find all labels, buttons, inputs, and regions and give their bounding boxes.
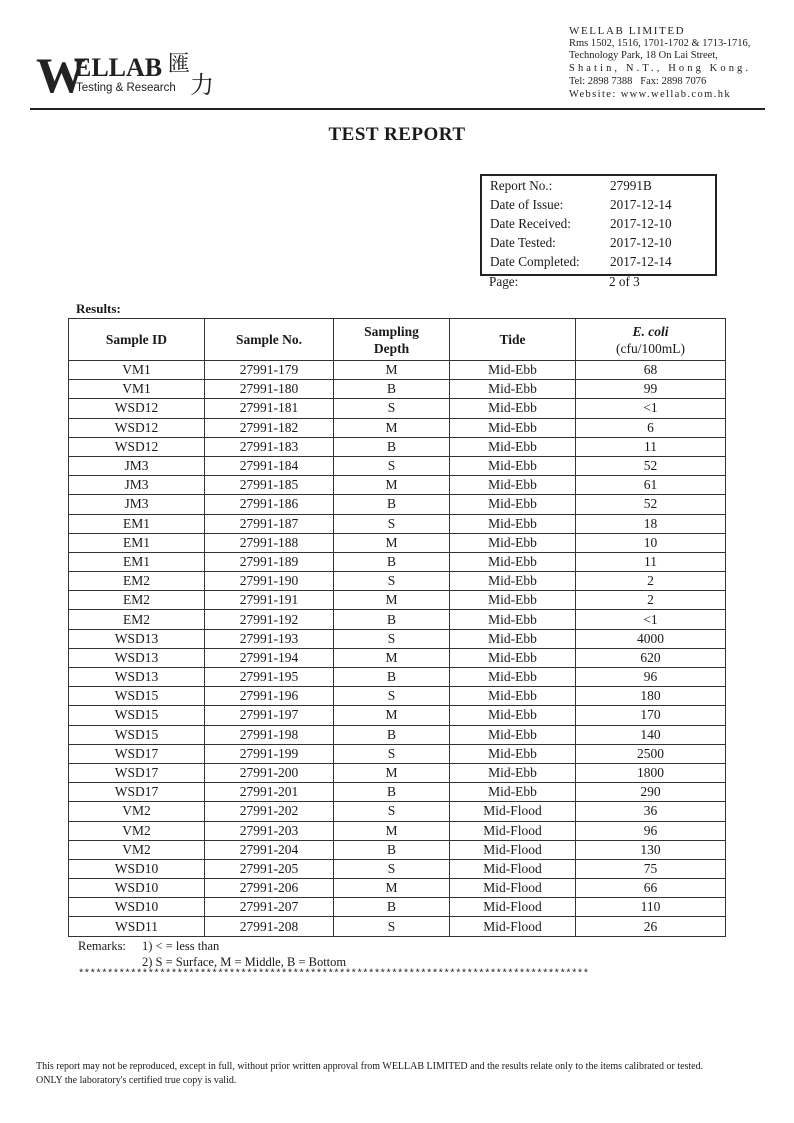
cell-sampling-depth: S bbox=[334, 744, 450, 763]
table-row bbox=[69, 495, 726, 514]
cell-sample-no: 27991-188 bbox=[205, 533, 334, 552]
cell-sample-no: 27991-181 bbox=[205, 399, 334, 418]
cell-sampling-depth: S bbox=[334, 687, 450, 706]
header-ecoli bbox=[576, 319, 726, 361]
cell-tide: Mid-Flood bbox=[450, 802, 576, 821]
cell-sample-no: 27991-201 bbox=[205, 783, 334, 802]
cell-tide: Mid-Ebb bbox=[450, 668, 576, 687]
cell-sample-id: WSD12 bbox=[69, 399, 205, 418]
cell-sampling-depth: M bbox=[334, 476, 450, 495]
cell-tide: Mid-Flood bbox=[450, 898, 576, 917]
cell-sample-no: 27991-207 bbox=[205, 898, 334, 917]
cell-tide: Mid-Ebb bbox=[450, 783, 576, 802]
logo-brand: ELLAB bbox=[74, 53, 163, 82]
report-info-box bbox=[480, 174, 717, 276]
company-name: WELLAB LIMITED bbox=[569, 25, 686, 37]
cell-sample-id: VM2 bbox=[69, 840, 205, 859]
table-row bbox=[69, 763, 726, 782]
cell-ecoli: 620 bbox=[576, 648, 726, 667]
cell-ecoli: 180 bbox=[576, 687, 726, 706]
table-row bbox=[69, 687, 726, 706]
cell-sampling-depth: M bbox=[334, 533, 450, 552]
cell-tide: Mid-Flood bbox=[450, 917, 576, 936]
cell-sampling-depth: B bbox=[334, 840, 450, 859]
cell-ecoli: 96 bbox=[576, 668, 726, 687]
cell-sample-no: 27991-206 bbox=[205, 879, 334, 898]
cell-ecoli: 52 bbox=[576, 456, 726, 475]
cell-sample-no: 27991-195 bbox=[205, 668, 334, 687]
cell-sampling-depth: M bbox=[334, 648, 450, 667]
cell-sample-no: 27991-191 bbox=[205, 591, 334, 610]
cell-sampling-depth: M bbox=[334, 418, 450, 437]
cell-ecoli: 52 bbox=[576, 495, 726, 514]
company-website: Website: www.wellab.com.hk bbox=[569, 88, 732, 100]
cell-tide: Mid-Ebb bbox=[450, 706, 576, 725]
cell-sample-id: EM2 bbox=[69, 572, 205, 591]
info-value: 2017-12-10 bbox=[610, 216, 672, 231]
info-label: Date Tested: bbox=[490, 235, 556, 250]
cell-sampling-depth: M bbox=[334, 706, 450, 725]
table-row bbox=[69, 399, 726, 418]
info-label: Date of Issue: bbox=[490, 197, 564, 212]
cell-sample-id: WSD17 bbox=[69, 763, 205, 782]
cell-tide: Mid-Ebb bbox=[450, 399, 576, 418]
end-of-results-marker: **************************************************************************************** bbox=[78, 968, 589, 980]
cell-sample-id: WSD10 bbox=[69, 859, 205, 878]
cell-sample-id: WSD13 bbox=[69, 668, 205, 687]
table-row bbox=[69, 629, 726, 648]
cell-sample-id: EM2 bbox=[69, 591, 205, 610]
page-title: TEST REPORT bbox=[328, 124, 466, 145]
cell-tide: Mid-Ebb bbox=[450, 552, 576, 571]
cell-ecoli: 2 bbox=[576, 591, 726, 610]
cell-sample-id: WSD15 bbox=[69, 706, 205, 725]
table-row bbox=[69, 859, 726, 878]
cell-sample-id: EM1 bbox=[69, 514, 205, 533]
cell-tide: Mid-Ebb bbox=[450, 380, 576, 399]
header-ecoli-name: E. coli bbox=[632, 323, 669, 339]
cell-sampling-depth: B bbox=[334, 495, 450, 514]
cell-sample-no: 27991-179 bbox=[205, 361, 334, 380]
table-row bbox=[69, 514, 726, 533]
page-value: 2 of 3 bbox=[609, 274, 640, 289]
company-address-line-1: Rms 1502, 1516, 1701-1702 & 1713-1716, bbox=[569, 37, 751, 49]
cell-sampling-depth: S bbox=[334, 859, 450, 878]
cell-sampling-depth: B bbox=[334, 783, 450, 802]
cell-sample-id: EM1 bbox=[69, 552, 205, 571]
cell-tide: Mid-Ebb bbox=[450, 591, 576, 610]
cell-sample-no: 27991-208 bbox=[205, 917, 334, 936]
cell-sample-id: VM2 bbox=[69, 821, 205, 840]
table-row bbox=[69, 783, 726, 802]
cell-tide: Mid-Ebb bbox=[450, 437, 576, 456]
cell-tide: Mid-Ebb bbox=[450, 687, 576, 706]
cell-sample-id: WSD12 bbox=[69, 437, 205, 456]
cell-sample-id: VM1 bbox=[69, 380, 205, 399]
cell-sample-id: WSD11 bbox=[69, 917, 205, 936]
cell-ecoli: 11 bbox=[576, 552, 726, 571]
cell-tide: Mid-Flood bbox=[450, 840, 576, 859]
table-row bbox=[69, 572, 726, 591]
cell-sample-id: WSD15 bbox=[69, 687, 205, 706]
cell-sampling-depth: B bbox=[334, 552, 450, 571]
cell-sample-no: 27991-203 bbox=[205, 821, 334, 840]
cell-tide: Mid-Flood bbox=[450, 821, 576, 840]
info-value: 2017-12-10 bbox=[610, 235, 672, 250]
cell-sampling-depth: S bbox=[334, 802, 450, 821]
table-row bbox=[69, 437, 726, 456]
cell-sample-id: WSD13 bbox=[69, 648, 205, 667]
cell-ecoli: 66 bbox=[576, 879, 726, 898]
table-row bbox=[69, 533, 726, 552]
info-label: Report No.: bbox=[490, 178, 553, 193]
cell-sample-id: WSD10 bbox=[69, 879, 205, 898]
cell-sampling-depth: M bbox=[334, 591, 450, 610]
cell-tide: Mid-Ebb bbox=[450, 456, 576, 475]
table-row bbox=[69, 802, 726, 821]
info-value: 2017-12-14 bbox=[610, 197, 672, 212]
cell-ecoli: 11 bbox=[576, 437, 726, 456]
cell-ecoli: 2500 bbox=[576, 744, 726, 763]
table-header-row bbox=[69, 319, 726, 361]
cell-sample-no: 27991-183 bbox=[205, 437, 334, 456]
cell-sampling-depth: M bbox=[334, 821, 450, 840]
cell-sample-id: WSD15 bbox=[69, 725, 205, 744]
cell-tide: Mid-Ebb bbox=[450, 514, 576, 533]
footer-line-1: This report may not be reproduced, except in full, without prior written approval from WELLAB LIMITED and the results relate only to the items calibrated or tested. bbox=[36, 1061, 704, 1072]
cell-sampling-depth: B bbox=[334, 437, 450, 456]
cell-sample-id: WSD12 bbox=[69, 418, 205, 437]
cell-sampling-depth: M bbox=[334, 879, 450, 898]
cell-tide: Mid-Ebb bbox=[450, 572, 576, 591]
cell-ecoli: 2 bbox=[576, 572, 726, 591]
cell-sampling-depth: B bbox=[334, 668, 450, 687]
results-table-body bbox=[69, 361, 726, 937]
cell-ecoli: 18 bbox=[576, 514, 726, 533]
cell-tide: Mid-Ebb bbox=[450, 418, 576, 437]
cell-tide: Mid-Ebb bbox=[450, 648, 576, 667]
cell-sample-no: 27991-204 bbox=[205, 840, 334, 859]
cell-sampling-depth: B bbox=[334, 725, 450, 744]
table-row bbox=[69, 917, 726, 936]
cell-ecoli: 140 bbox=[576, 725, 726, 744]
cell-ecoli: <1 bbox=[576, 399, 726, 418]
cell-sample-no: 27991-185 bbox=[205, 476, 334, 495]
cell-ecoli: 10 bbox=[576, 533, 726, 552]
table-row bbox=[69, 361, 726, 380]
table-row bbox=[69, 668, 726, 687]
cell-sample-id: VM2 bbox=[69, 802, 205, 821]
table-row bbox=[69, 821, 726, 840]
cell-sample-no: 27991-202 bbox=[205, 802, 334, 821]
logo-tagline: Testing & Research bbox=[76, 82, 176, 94]
cell-ecoli: 36 bbox=[576, 802, 726, 821]
results-label: Results: bbox=[76, 301, 121, 316]
table-row bbox=[69, 456, 726, 475]
header-tide: Tide bbox=[450, 319, 576, 361]
cell-sample-id: WSD17 bbox=[69, 744, 205, 763]
cell-sampling-depth: S bbox=[334, 917, 450, 936]
cell-sample-id: VM1 bbox=[69, 361, 205, 380]
cell-sample-no: 27991-187 bbox=[205, 514, 334, 533]
remarks-label: Remarks: bbox=[78, 939, 126, 953]
cell-sample-id: JM3 bbox=[69, 495, 205, 514]
table-row bbox=[69, 610, 726, 629]
table-row bbox=[69, 380, 726, 399]
table-row bbox=[69, 476, 726, 495]
cell-tide: Mid-Ebb bbox=[450, 533, 576, 552]
header-ecoli-unit: (cfu/100mL) bbox=[616, 340, 685, 356]
table-row bbox=[69, 648, 726, 667]
cell-tide: Mid-Ebb bbox=[450, 744, 576, 763]
table-row bbox=[69, 706, 726, 725]
cell-tide: Mid-Ebb bbox=[450, 361, 576, 380]
page-number-row bbox=[489, 274, 640, 290]
info-label: Date Received: bbox=[490, 216, 571, 231]
cell-sampling-depth: S bbox=[334, 514, 450, 533]
cell-ecoli: 110 bbox=[576, 898, 726, 917]
company-phone: Tel: 2898 7388 Fax: 2898 7076 bbox=[569, 75, 707, 87]
cell-ecoli: <1 bbox=[576, 610, 726, 629]
cell-ecoli: 96 bbox=[576, 821, 726, 840]
remark-item: 2) S = Surface, M = Middle, B = Bottom bbox=[142, 955, 347, 969]
info-label: Date Completed: bbox=[490, 254, 580, 269]
remarks bbox=[78, 938, 347, 969]
table-row bbox=[69, 418, 726, 437]
company-address-block bbox=[569, 25, 751, 101]
cell-ecoli: 4000 bbox=[576, 629, 726, 648]
cell-tide: Mid-Ebb bbox=[450, 495, 576, 514]
header-depth-line-2: Depth bbox=[373, 340, 410, 356]
cell-sample-no: 27991-205 bbox=[205, 859, 334, 878]
footer-disclaimer bbox=[36, 1060, 703, 1088]
table-row bbox=[69, 725, 726, 744]
cell-sampling-depth: B bbox=[334, 610, 450, 629]
cell-sample-id: JM3 bbox=[69, 456, 205, 475]
cell-sample-id: WSD17 bbox=[69, 783, 205, 802]
cell-sample-no: 27991-199 bbox=[205, 744, 334, 763]
cell-tide: Mid-Flood bbox=[450, 859, 576, 878]
info-value: 2017-12-14 bbox=[610, 254, 672, 269]
cell-ecoli: 26 bbox=[576, 917, 726, 936]
cell-ecoli: 6 bbox=[576, 418, 726, 437]
cell-ecoli: 99 bbox=[576, 380, 726, 399]
footer-line-2: ONLY the laboratory's certified true copy is valid. bbox=[36, 1075, 237, 1086]
cell-tide: Mid-Ebb bbox=[450, 763, 576, 782]
header-sample-no: Sample No. bbox=[205, 319, 334, 361]
cell-sample-no: 27991-186 bbox=[205, 495, 334, 514]
cell-sample-id: EM2 bbox=[69, 610, 205, 629]
cell-sampling-depth: S bbox=[334, 399, 450, 418]
cell-ecoli: 130 bbox=[576, 840, 726, 859]
logo-chinese-2: 力 bbox=[190, 71, 214, 99]
cell-sampling-depth: B bbox=[334, 380, 450, 399]
cell-ecoli: 68 bbox=[576, 361, 726, 380]
remark-item: 1) < = less than bbox=[142, 939, 220, 953]
table-row bbox=[69, 898, 726, 917]
header-sample-id: Sample ID bbox=[69, 319, 205, 361]
cell-sample-no: 27991-193 bbox=[205, 629, 334, 648]
cell-sample-no: 27991-194 bbox=[205, 648, 334, 667]
table-row bbox=[69, 552, 726, 571]
cell-sample-no: 27991-198 bbox=[205, 725, 334, 744]
cell-sampling-depth: S bbox=[334, 456, 450, 475]
company-address-line-3: Shatin, N.T., Hong Kong. bbox=[569, 63, 752, 75]
cell-ecoli: 170 bbox=[576, 706, 726, 725]
header-divider bbox=[30, 108, 765, 110]
cell-sample-no: 27991-182 bbox=[205, 418, 334, 437]
cell-sample-no: 27991-180 bbox=[205, 380, 334, 399]
cell-ecoli: 75 bbox=[576, 859, 726, 878]
cell-sample-no: 27991-189 bbox=[205, 552, 334, 571]
cell-sample-id: WSD10 bbox=[69, 898, 205, 917]
cell-sample-no: 27991-192 bbox=[205, 610, 334, 629]
cell-sample-no: 27991-196 bbox=[205, 687, 334, 706]
cell-sampling-depth: B bbox=[334, 898, 450, 917]
company-logo bbox=[36, 47, 216, 103]
results-table bbox=[68, 318, 726, 937]
info-value: 27991B bbox=[610, 178, 652, 193]
cell-ecoli: 290 bbox=[576, 783, 726, 802]
cell-sampling-depth: S bbox=[334, 629, 450, 648]
company-address-line-2: Technology Park, 18 On Lai Street, bbox=[569, 50, 718, 62]
table-row bbox=[69, 591, 726, 610]
cell-sample-no: 27991-197 bbox=[205, 706, 334, 725]
cell-sample-id: EM1 bbox=[69, 533, 205, 552]
cell-tide: Mid-Ebb bbox=[450, 725, 576, 744]
cell-sample-no: 27991-200 bbox=[205, 763, 334, 782]
header-depth-line-1: Sampling bbox=[364, 323, 419, 339]
cell-tide: Mid-Ebb bbox=[450, 476, 576, 495]
cell-tide: Mid-Ebb bbox=[450, 629, 576, 648]
logo-initial: W bbox=[36, 47, 84, 103]
logo-chinese-1: 匯 bbox=[168, 52, 191, 77]
cell-sampling-depth: S bbox=[334, 572, 450, 591]
cell-sampling-depth: M bbox=[334, 361, 450, 380]
table-row bbox=[69, 840, 726, 859]
cell-tide: Mid-Ebb bbox=[450, 610, 576, 629]
cell-ecoli: 61 bbox=[576, 476, 726, 495]
cell-sample-no: 27991-190 bbox=[205, 572, 334, 591]
table-row bbox=[69, 879, 726, 898]
page-label: Page: bbox=[489, 274, 519, 289]
cell-sample-id: WSD13 bbox=[69, 629, 205, 648]
cell-sample-id: JM3 bbox=[69, 476, 205, 495]
cell-sample-no: 27991-184 bbox=[205, 456, 334, 475]
header-sampling-depth bbox=[334, 319, 450, 361]
table-row bbox=[69, 744, 726, 763]
cell-sampling-depth: M bbox=[334, 763, 450, 782]
cell-tide: Mid-Flood bbox=[450, 879, 576, 898]
cell-ecoli: 1800 bbox=[576, 763, 726, 782]
